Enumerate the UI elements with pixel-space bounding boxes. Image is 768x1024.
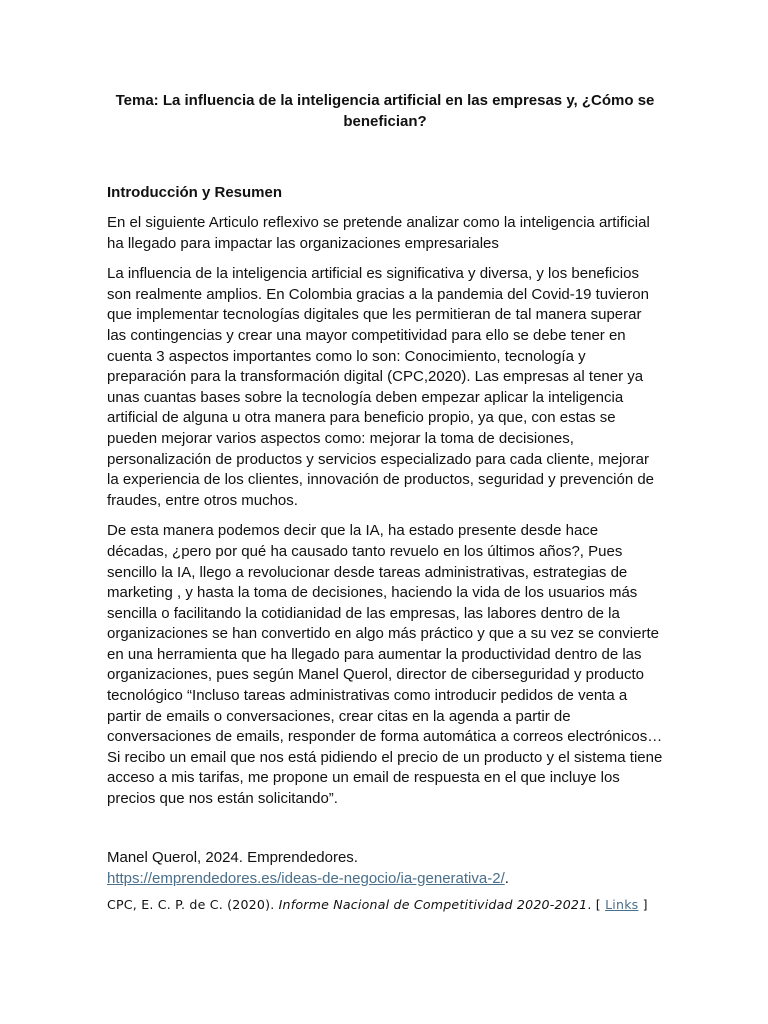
document-page xyxy=(107,90,663,914)
document-title: Tema: La influencia de la inteligencia artificial en las empresas y, ¿Cómo se benefician? xyxy=(115,92,655,130)
paragraph-influence: La influencia de la inteligencia artificial es significativa y diversa, y los beneficios son realmente amplios. En Colombia gracias a la pandemia del Covid-19 tuvieron que implementar tecnologías digitales que les permitieran de tal manera superar las contingencias y crear una mayor competitividad para ello se debe tener en cuenta 3 aspectos importantes como lo son: Conocimiento, tecnología y preparación para la transformación digital (CPC,2020). Las empresas al tener ya unas cuantas bases sobre la tecnología deben empezar aplicar la inteligencia artificial de alguna u otra manera para beneficio propio, ya que, con estas se pueden mejorar varios aspectos como: mejorar la toma de decisiones, personalización de productos y servicios especializado para cada cliente, mejorar la experiencia de los clientes, innovación de productos, seguridad y prevención de fraudes, entre otros muchos. xyxy=(107,265,655,509)
reference-cpc-authors: CPC, E. C. P. de C. (2020). xyxy=(107,896,279,912)
references-section xyxy=(107,847,663,914)
reference-cpc-title: Informe Nacional de Competitividad 2020-2021 xyxy=(278,896,588,912)
reference-cpc-bracket-open: . [ xyxy=(587,896,606,912)
reference-querol-text: Manel Querol, 2024. Emprendedores. xyxy=(107,848,358,866)
paragraph-intro: En el siguiente Articulo reflexivo se pretende analizar como la inteligencia artificial ha llegado para impactar las organizaciones empresariales xyxy=(107,214,650,252)
reference-cpc-bracket-close: ] xyxy=(638,896,648,912)
reference-querol-period: . xyxy=(504,869,509,887)
reference-cpc-links-link[interactable]: Links xyxy=(605,896,639,912)
paragraph-history: De esta manera podemos decir que la IA, ha estado presente desde hace décadas, ¿pero por qué ha causado tanto revuelo en los últimos años?, Pues sencillo la IA, llego a revolucionar desde tareas administrativas, estrategias de marketing , y hasta la toma de decisiones, haciendo la vida de los usuarios más sencilla o facilitando la cotidianidad de las empresas, las labores dentro de la organizaciones se han convertido en algo más práctico y que a su vez se convierte en una herramienta que ha llegado para aumentar la productividad dentro de las organizaciones, pues según Manel Querol, director de ciberseguridad y producto tecnológico “Incluso tareas administrativas como introducir pedidos de venta a partir de emails o conversaciones, crear citas en la agenda a partir de conversaciones de emails, responder de forma automática a correos electrónicos… Si recibo un email que nos está pidiendo el precio de un producto y el sistema tiene acceso a mis tarifas, me propone un email de respuesta en el que incluye los precios que nos están solicitando”. xyxy=(107,522,663,808)
section-heading: Introducción y Resumen xyxy=(107,184,283,201)
reference-cpc xyxy=(107,896,663,914)
reference-querol-link[interactable]: https://emprendedores.es/ideas-de-negocio/ia-generativa-2/ xyxy=(107,869,505,887)
reference-querol xyxy=(107,847,663,889)
